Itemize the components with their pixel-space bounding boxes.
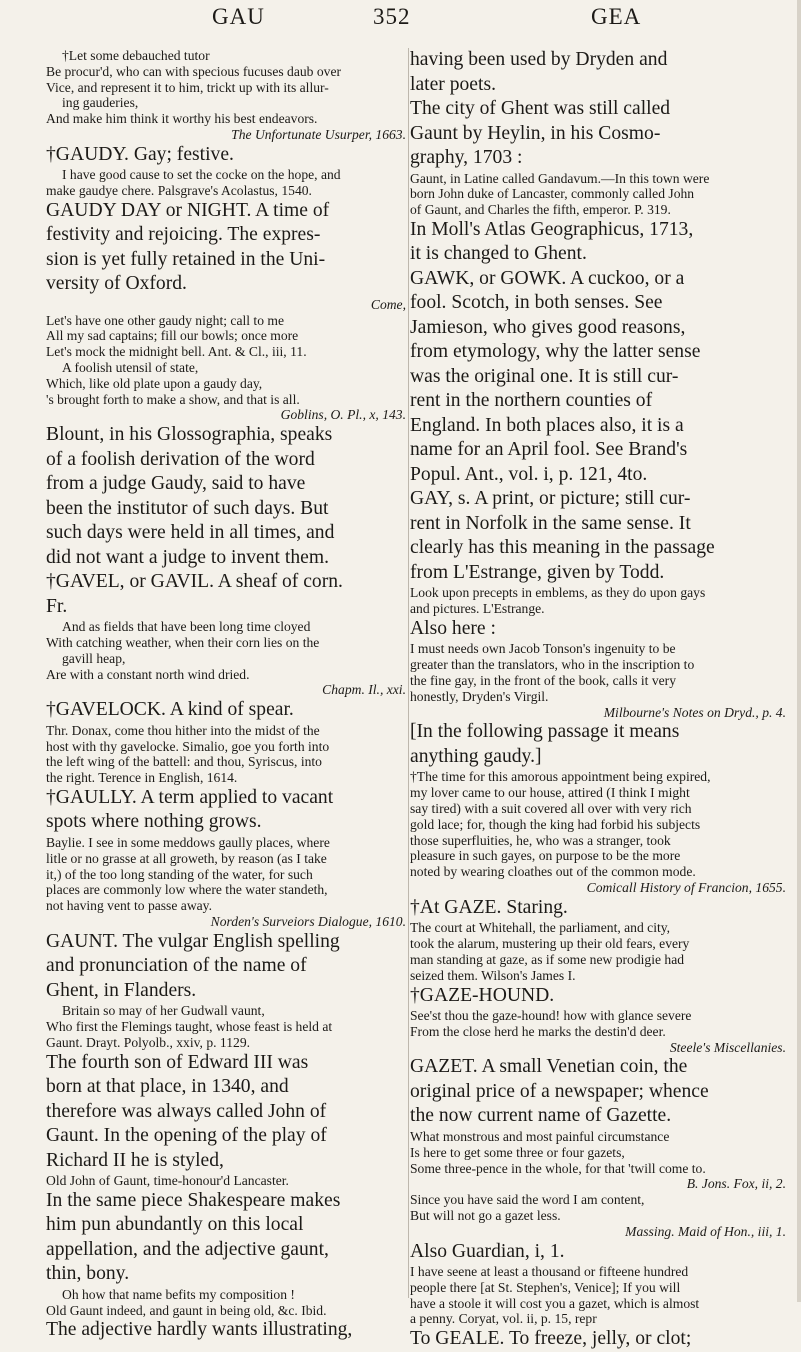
citation-line: Milbourne's Notes on Dryd., p. 4. xyxy=(603,704,786,720)
body-text-line: GAWK, or GOWK. A cuckoo, or a xyxy=(410,267,685,289)
quotation-line: born John duke of Lancaster, commonly called John xyxy=(410,186,695,202)
quotation-line: I must needs own Jacob Tonson's ingenuity to be xyxy=(410,641,676,657)
body-text-line: having been used by Dryden and xyxy=(410,49,668,70)
quotation-line: Look upon precepts in emblems, as they do upon gays xyxy=(410,585,706,601)
quotation-line: Old John of Gaunt, time-honour'd Lancaster. xyxy=(46,1173,289,1189)
body-text-line: Richard II he is styled, xyxy=(46,1149,224,1171)
quotation-line: host with thy gavelocke. Simalio, goe you forth into xyxy=(46,738,330,754)
quotation-line: What monstrous and most painful circumstance xyxy=(410,1128,670,1144)
quotation-line: noted by wearing cloathes out of the common mode. xyxy=(410,864,696,880)
quotation-line: Which, like old plate upon a gaudy day, xyxy=(46,375,263,391)
body-text-line: rent in Norfolk in the same sense. It xyxy=(410,512,691,534)
quotation-line: Some three-pence in the whole, for that 'twill come to. xyxy=(410,1160,706,1176)
page-header xyxy=(0,4,801,36)
quotation-line: †The time for this amorous appointment being expired, xyxy=(410,769,711,785)
left-column xyxy=(46,48,406,1341)
body-text-line: †At GAZE. Staring. xyxy=(410,896,568,918)
quotation-line: and pictures. L'Estrange. xyxy=(410,601,545,617)
quotation-line: I have good cause to set the cocke on the hope, and xyxy=(62,167,341,183)
quotation-line: of Gaunt, and Charles the fifth, emperor. P. 319. xyxy=(410,202,671,218)
right-column xyxy=(410,48,786,1350)
quotation-line: Britain so may of her Gudwall vaunt, xyxy=(62,1003,265,1019)
quotation-line: Let's mock the midnight bell. Ant. & Cl., iii, 11. xyxy=(46,344,307,360)
citation-line: Goblins, O. Pl., x, 143. xyxy=(280,407,406,423)
quotation-line: Baylie. I see in some meddows gaully places, where xyxy=(46,834,330,850)
body-text-line: sion is yet fully retained in the Uni- xyxy=(46,248,326,270)
page-number: 352 xyxy=(373,4,411,29)
citation-line: Chapm. Il., xxi. xyxy=(322,682,406,698)
citation-line: The Unfortunate Usurper, 1663. xyxy=(231,126,406,142)
quotation-line: From the close herd he marks the destin'd deer. xyxy=(410,1023,666,1039)
header-left-guide-word: GAU xyxy=(212,4,265,29)
quotation-line: 's brought forth to make a show, and that is all. xyxy=(46,391,300,407)
body-text-line: thin, bony. xyxy=(46,1263,130,1285)
quotation-line: people there [at St. Stephen's, Venice]; If you will xyxy=(410,1279,681,1295)
body-text-line: Gaunt by Heylin, in his Cosmo- xyxy=(410,122,661,144)
quotation-line: not having vent to passe away. xyxy=(46,898,212,914)
body-text-line: was the original one. It is still cur- xyxy=(410,365,679,387)
body-text-line: graphy, 1703 : xyxy=(410,147,523,168)
citation-line: Steele's Miscellanies. xyxy=(669,1039,786,1055)
quotation-line: Thr. Donax, come thou hither into the midst of the xyxy=(46,722,320,738)
body-text-line: The city of Ghent was still called xyxy=(410,98,671,119)
quotation-line: seized them. Wilson's James I. xyxy=(410,967,576,983)
quotation-line: gavill heap, xyxy=(62,650,126,666)
quotation-line: man standing at gaze, as if some new prodigie had xyxy=(410,951,685,967)
body-text-line: Jamieson, who gives good reasons, xyxy=(410,316,686,338)
body-text-line: †GAVELOCK. A kind of spear. xyxy=(46,699,294,721)
quotation-line: Vice, and represent it to him, trickt up with its allur- xyxy=(46,79,329,95)
body-text-line: born at that place, in 1340, and xyxy=(46,1076,289,1098)
quotation-line: those superfluities, he, who was a stranger, took xyxy=(410,832,671,848)
body-text-line: To GEALE. To freeze, jelly, or clot; xyxy=(410,1328,692,1350)
body-text-line: been the institutor of such days. But xyxy=(46,497,329,519)
body-text-line: from a judge Gaudy, said to have xyxy=(46,473,306,495)
body-text-line: clearly has this meaning in the passage xyxy=(410,537,715,559)
quotation-line: Gaunt, in Latine called Gandavum.—In this town were xyxy=(410,170,710,186)
quotation-line: I have seene at least a thousand or fifteene hundred xyxy=(410,1264,689,1279)
body-text-line: festivity and rejoicing. The expres- xyxy=(46,224,321,246)
quotation-line: the fine gay, in the front of the book, calls it very xyxy=(410,673,677,689)
quotation-line: my lover came to our house, attired (I think I might xyxy=(410,785,690,801)
quotation-line: Are with a constant north wind dried. xyxy=(46,666,250,682)
quotation-line: See'st thou the gaze-hound! how with glance severe xyxy=(410,1008,692,1024)
quotation-line: honestly, Dryden's Virgil. xyxy=(410,688,549,704)
quotation-line: Oh how that name befits my composition ! xyxy=(62,1286,295,1302)
body-text-line: versity of Oxford. xyxy=(46,273,187,295)
quotation-line: pleasure in such gayes, on purpose to be the more xyxy=(410,848,681,864)
body-text-line: appellation, and the adjective gaunt, xyxy=(46,1238,329,1260)
body-text-line: such days were held in all times, and xyxy=(46,522,335,544)
quotation-line: it,) of the too long standing of the water, for such xyxy=(46,866,313,882)
body-text-line: fool. Scotch, in both senses. See xyxy=(410,292,663,314)
quotation-line: Who first the Flemings taught, whose feast is held at xyxy=(46,1019,333,1034)
quotation-line: have a stoole it will cost you a gazet, which is almost xyxy=(410,1295,700,1311)
body-text-line: †GAZE-HOUND. xyxy=(410,984,555,1006)
body-text-line: and pronunciation of the name of xyxy=(46,955,307,977)
body-text-line: rent in the northern counties of xyxy=(410,390,653,412)
page-edge xyxy=(797,0,801,1302)
body-text-line: it is changed to Ghent. xyxy=(410,243,587,265)
header-right-guide-word: GEA xyxy=(591,4,642,29)
quotation-line: But will not go a gazet less. xyxy=(410,1207,561,1223)
quotation-line: litle or no grasse at all groweth, by reason (as I take xyxy=(46,850,327,866)
quotation-line: Gaunt. Drayt. Polyolb., xxiv, p. 1129. xyxy=(46,1034,251,1050)
citation-line: Come, xyxy=(370,296,406,312)
quotation-line: make gaudye chere. Palsgrave's Acolastus, 1540. xyxy=(46,183,312,199)
citation-line: B. Jons. Fox, ii, 2. xyxy=(686,1176,786,1192)
body-text-line: from L'Estrange, given by Todd. xyxy=(410,561,665,583)
body-text-line: from etymology, why the latter sense xyxy=(410,341,701,363)
quotation-line: a penny. Coryat, vol. ii, p. 15, repr xyxy=(410,1311,597,1327)
body-text-line: spots where nothing grows. xyxy=(46,811,262,833)
body-text-line: †GAVEL, or GAVIL. A sheaf of corn. xyxy=(46,571,343,593)
quotation-line: Is here to get some three or four gazets, xyxy=(410,1144,625,1160)
quotation-line: took the alarum, mustering up their old fears, every xyxy=(410,936,690,952)
body-text-line: Also Guardian, i, 1. xyxy=(410,1240,565,1262)
quotation-line: And make him think it worthy his best endeavors. xyxy=(46,111,318,127)
quotation-line: gold lace; for, though the king had forbid his subjects xyxy=(410,816,701,832)
quotation-line: With catching weather, when their corn lies on the xyxy=(46,635,320,651)
body-text-line: Ghent, in Flanders. xyxy=(46,979,197,1001)
citation-line: Norden's Surveiors Dialogue, 1610. xyxy=(210,913,406,929)
quotation-line: the right. Terence in English, 1614. xyxy=(46,770,238,786)
citation-line: Comicall History of Francion, 1655. xyxy=(586,880,786,896)
body-text-line: therefore was always called John of xyxy=(46,1100,327,1122)
body-text-line: Also here : xyxy=(410,617,496,639)
quotation-line: say tired) with a suit covered all over with very rich xyxy=(410,801,692,817)
body-text-line: later poets. xyxy=(410,73,496,95)
body-text-line: GAUNT. The vulgar English spelling xyxy=(46,930,340,952)
body-text-line: did not want a judge to invent them. xyxy=(46,546,329,568)
quotation-line: †Let some debauched tutor xyxy=(62,48,210,63)
body-text-line: Fr. xyxy=(46,595,68,617)
quotation-line: Since you have said the word I am content, xyxy=(410,1192,645,1208)
body-text-line: name for an April fool. See Brand's xyxy=(410,439,688,461)
body-text-line: The fourth son of Edward III was xyxy=(46,1051,309,1073)
body-text-line: original price of a newspaper; whence xyxy=(410,1080,709,1102)
body-text-line: GAUDY DAY or NIGHT. A time of xyxy=(46,199,330,221)
body-text-line: GAY, s. A print, or picture; still cur- xyxy=(410,488,691,510)
body-text-line: Popul. Ant., vol. i, p. 121, 4to. xyxy=(410,463,648,485)
body-text-line: Blount, in his Glossographia, speaks xyxy=(46,424,333,446)
column-divider xyxy=(408,48,409,1298)
body-text-line: England. In both places also, it is a xyxy=(410,414,684,436)
quotation-line: greater than the translators, who in the inscription to xyxy=(410,657,695,673)
quotation-line: And as fields that have been long time cloyed xyxy=(62,619,311,635)
body-text-line: In Moll's Atlas Geographicus, 1713, xyxy=(410,218,694,240)
body-text-line: GAZET. A small Venetian coin, the xyxy=(410,1056,688,1078)
body-text-line: †GAULLY. A term applied to vacant xyxy=(46,786,334,808)
body-text-line: [In the following passage it means xyxy=(410,721,680,743)
quotation-line: All my sad captains; fill our bowls; once more xyxy=(46,328,299,344)
body-text-line: †GAUDY. Gay; festive. xyxy=(46,143,234,165)
body-text-line: anything gaudy.] xyxy=(410,745,542,767)
body-text-line: In the same piece Shakespeare makes xyxy=(46,1189,341,1211)
quotation-line: A foolish utensil of state, xyxy=(62,360,199,376)
body-text-line: the now current name of Gazette. xyxy=(410,1105,672,1127)
quotation-line: ing gauderies, xyxy=(62,95,139,111)
citation-line: Massing. Maid of Hon., iii, 1. xyxy=(625,1223,786,1239)
quotation-line: Be procur'd, who can with specious fucuses daub over xyxy=(46,63,342,79)
body-text-line: of a foolish derivation of the word xyxy=(46,448,315,470)
body-text-line: him pun abundantly on this local xyxy=(46,1214,304,1236)
body-text-line: Gaunt. In the opening of the play of xyxy=(46,1125,327,1147)
quotation-line: the left wing of the battell: and thou, Syriscus, into xyxy=(46,754,322,770)
body-text-line: The adjective hardly wants illustrating, xyxy=(46,1319,353,1341)
quotation-line: The court at Whitehall, the parliament, and city, xyxy=(410,920,671,936)
quotation-line: places are commonly low where the water standeth, xyxy=(46,882,328,898)
quotation-line: Old Gaunt indeed, and gaunt in being old, &c. Ibid. xyxy=(46,1302,327,1318)
quotation-line: Let's have one other gaudy night; call to me xyxy=(46,312,285,328)
